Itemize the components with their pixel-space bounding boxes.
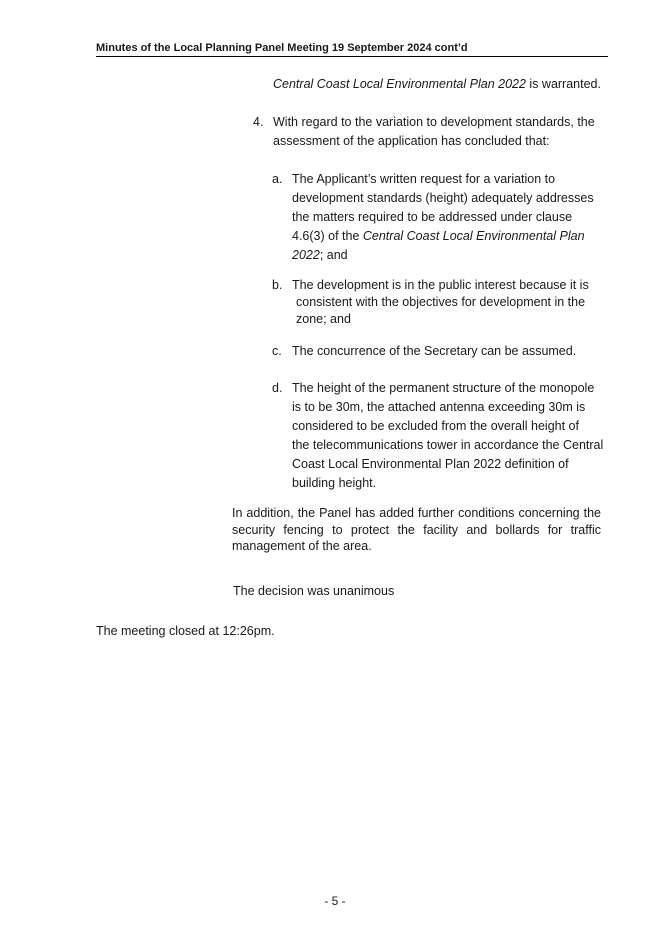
sub-d-line5: Coast Local Environmental Plan 2022 definition of bbox=[292, 457, 569, 471]
sub-b-line2: consistent with the objectives for development in the bbox=[296, 295, 586, 309]
item4-line1: With regard to the variation to development standards, the bbox=[273, 115, 595, 129]
item-number: 4. bbox=[253, 115, 264, 129]
sub-a-line4 bbox=[292, 227, 585, 246]
sub-d-line3: considered to be excluded from the overall height of bbox=[292, 419, 579, 433]
sub-a-line5-rest: ; and bbox=[319, 248, 348, 262]
sub-d-line4: the telecommunications tower in accordance the Central bbox=[292, 438, 604, 452]
closing-text: The meeting closed at 12:26pm. bbox=[96, 624, 275, 638]
sub-b-line1: The development is in the public interest because it is bbox=[292, 278, 589, 292]
sub-b-letter: b. bbox=[272, 278, 283, 292]
header-rule bbox=[96, 56, 608, 57]
sub-a-line5-italic: 2022 bbox=[292, 248, 320, 262]
sub-a-line5 bbox=[292, 246, 348, 265]
sub-a-line1: The Applicant’s written request for a variation to bbox=[292, 172, 556, 186]
plan-name-italic: Central Coast Local Environmental Plan 2022 bbox=[273, 77, 526, 91]
decision-text: The decision was unanimous bbox=[233, 584, 395, 598]
addition-paragraph bbox=[232, 505, 601, 555]
continued-line bbox=[273, 75, 601, 94]
sub-b-line3: zone; and bbox=[296, 312, 351, 326]
sub-d-line1: The height of the permanent structure of the monopole bbox=[292, 381, 595, 395]
running-header: Minutes of the Local Planning Panel Meeting 19 September 2024 cont’d bbox=[96, 42, 468, 54]
continued-line-rest: is warranted. bbox=[525, 77, 601, 91]
sub-c-letter: c. bbox=[272, 344, 282, 358]
addition-line3: management of the area. bbox=[232, 539, 372, 553]
sub-d-line2: is to be 30m, the attached antenna exceeding 30m is bbox=[292, 400, 586, 414]
addition-line1: In addition, the Panel has added further conditions concerning the bbox=[232, 506, 601, 520]
sub-c-line1: The concurrence of the Secretary can be assumed. bbox=[292, 344, 577, 358]
sub-d-line6: building height. bbox=[292, 476, 377, 490]
sub-d-letter: d. bbox=[272, 381, 283, 395]
sub-a-line4-italic: Central Coast Local Environmental Plan bbox=[362, 229, 585, 243]
item4-line2: assessment of the application has concluded that: bbox=[273, 134, 550, 148]
page-number: - 5 - bbox=[324, 894, 346, 908]
addition-line2: security fencing to protect the facility and bollards for traffic bbox=[232, 522, 601, 537]
sub-a-letter: a. bbox=[272, 172, 283, 186]
sub-a-line4-pre: 4.6(3) of the bbox=[292, 229, 363, 243]
sub-a-line3: the matters required to be addressed under clause bbox=[292, 210, 573, 224]
sub-a-line2: development standards (height) adequately addresses bbox=[292, 191, 594, 205]
